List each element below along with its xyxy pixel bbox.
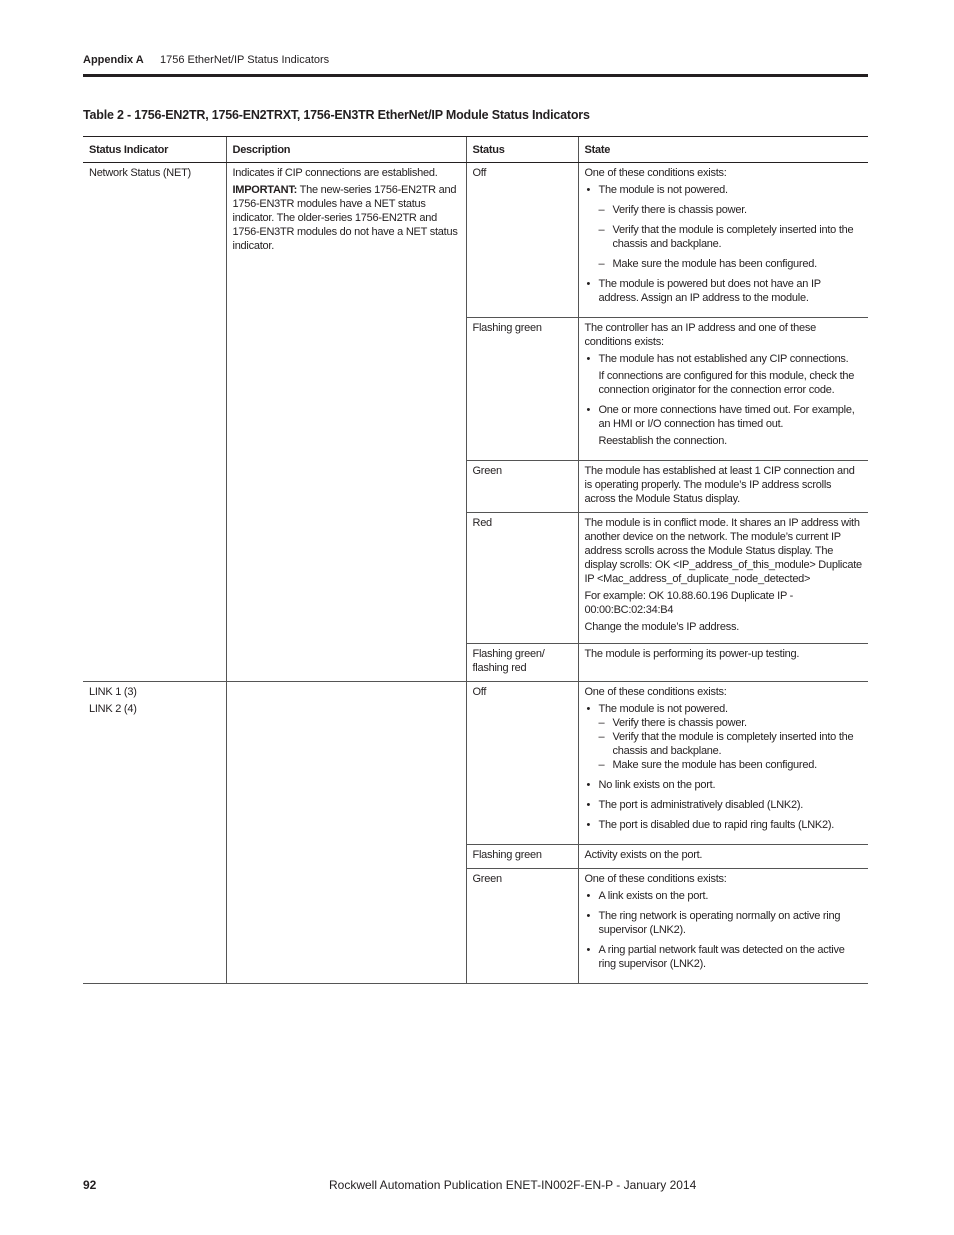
column-header-description: Description	[226, 137, 466, 163]
state-cell	[578, 318, 868, 461]
status-cell: Green	[466, 869, 578, 984]
list-item	[585, 183, 863, 271]
link-indicator-1: LINK 1 (3)	[89, 686, 137, 698]
header-title: 1756 EtherNet/IP Status Indicators	[160, 54, 330, 66]
list-item	[585, 403, 863, 448]
bullet-text: The module is not powered.	[598, 703, 728, 715]
state-cell	[578, 682, 868, 845]
state-text: The module is in conflict mode. It shares an IP address with another device on the network. The module’s current IP address scrolls across the Module Status display. The display scrolls: OK <IP_address_of_this_module> Duplicate IP <Mac_address_of_duplicate_node_detected>	[584, 517, 862, 585]
table-caption: Table 2 - 1756-EN2TR, 1756-EN2TRXT, 1756-EN3TR EtherNet/IP Module Status Indicators	[83, 108, 590, 122]
bullet-text: The module has not established any CIP connections.	[598, 353, 849, 365]
list-item: • A ring partial network fault was detected on the active ring supervisor (LNK2).	[585, 943, 863, 971]
list-item	[585, 352, 863, 397]
link-indicator-cell	[83, 682, 226, 984]
net-description: Indicates if CIP connections are established.	[232, 167, 438, 179]
state-text: The module has established at least 1 CIP connection and is operating properly. The module’s IP address scrolls across the Module Status display.	[584, 465, 855, 505]
status-cell: Flashing green/ flashing red	[466, 644, 578, 682]
list-item: – Verify that the module is completely inserted into the chassis and backplane.	[599, 730, 863, 758]
list-item	[585, 702, 863, 772]
list-item: • The port is administratively disabled (LNK2).	[585, 798, 863, 812]
net-description-cell	[226, 163, 466, 682]
list-item: • A link exists on the port.	[585, 889, 863, 903]
table-header-row	[83, 137, 868, 163]
list-item: – Verify there is chassis power.	[599, 203, 863, 217]
bullet-text: One or more connections have timed out. For example, an HMI or I/O connection has timed out.	[598, 404, 855, 430]
status-cell: Off	[466, 163, 578, 318]
column-header-state: State	[578, 137, 868, 163]
list-item: – Make sure the module has been configured.	[599, 257, 863, 271]
publication-info: Rockwell Automation Publication ENET-IN002F-EN-P - January 2014	[329, 1178, 697, 1192]
state-cell	[578, 845, 868, 869]
state-cell	[578, 461, 868, 513]
state-intro: One of these conditions exists:	[584, 686, 727, 698]
status-cell: Flashing green	[466, 318, 578, 461]
link-indicator-2: LINK 2 (4)	[89, 703, 137, 715]
bullet-text: The module is not powered.	[598, 184, 728, 196]
bullet-subtext: Reestablish the connection.	[598, 435, 727, 447]
state-intro: One of these conditions exists:	[584, 873, 727, 885]
status-cell: Red	[466, 513, 578, 644]
column-header-status: Status	[466, 137, 578, 163]
list-item: – Make sure the module has been configured.	[599, 758, 863, 772]
status-cell: Flashing green	[466, 845, 578, 869]
state-intro: One of these conditions exists:	[584, 167, 727, 179]
status-cell: Green	[466, 461, 578, 513]
state-text: Activity exists on the port.	[584, 849, 703, 861]
state-cell	[578, 644, 868, 682]
status-cell: Off	[466, 682, 578, 845]
page-number: 92	[83, 1178, 97, 1192]
link-description-cell	[226, 682, 466, 984]
running-header	[83, 52, 868, 74]
net-indicator-name: Network Status (NET)	[89, 167, 191, 179]
page-footer	[83, 1176, 868, 1196]
header-rule	[83, 74, 868, 77]
list-item: • The module is powered but does not have an IP address. Assign an IP address to the module.	[585, 277, 863, 305]
state-action: Change the module’s IP address.	[584, 621, 740, 633]
net-important-note	[233, 183, 460, 253]
table-row	[83, 682, 868, 845]
status-indicators-table	[83, 136, 868, 984]
list-item: • The port is disabled due to rapid ring faults (LNK2).	[585, 818, 863, 832]
state-intro: The controller has an IP address and one of these conditions exists:	[584, 322, 817, 348]
table-row	[83, 163, 868, 318]
net-indicator-cell	[83, 163, 226, 682]
state-text: The module is performing its power-up testing.	[584, 648, 800, 660]
state-cell	[578, 513, 868, 644]
list-item: • No link exists on the port.	[585, 778, 863, 792]
state-cell	[578, 163, 868, 318]
list-item: • The ring network is operating normally on active ring supervisor (LNK2).	[585, 909, 863, 937]
header-section: Appendix A	[83, 54, 144, 66]
column-header-status-indicator: Status Indicator	[83, 137, 226, 163]
important-text: The new-series 1756-EN2TR and 1756-EN3TR modules have a NET status indicator. The older-series 1756-EN2TR and 1756-EN3TR modules do not have a NET status indicator.	[232, 184, 458, 252]
bullet-subtext: If connections are configured for this module, check the connection originator for the connection error code.	[598, 370, 855, 396]
important-label: IMPORTANT:	[232, 184, 298, 196]
state-example: For example: OK 10.88.60.196 Duplicate IP - 00:00:BC:02:34:B4	[584, 590, 794, 616]
state-cell	[578, 869, 868, 984]
list-item: – Verify there is chassis power.	[599, 716, 863, 730]
list-item: – Verify that the module is completely inserted into the chassis and backplane.	[599, 223, 863, 251]
